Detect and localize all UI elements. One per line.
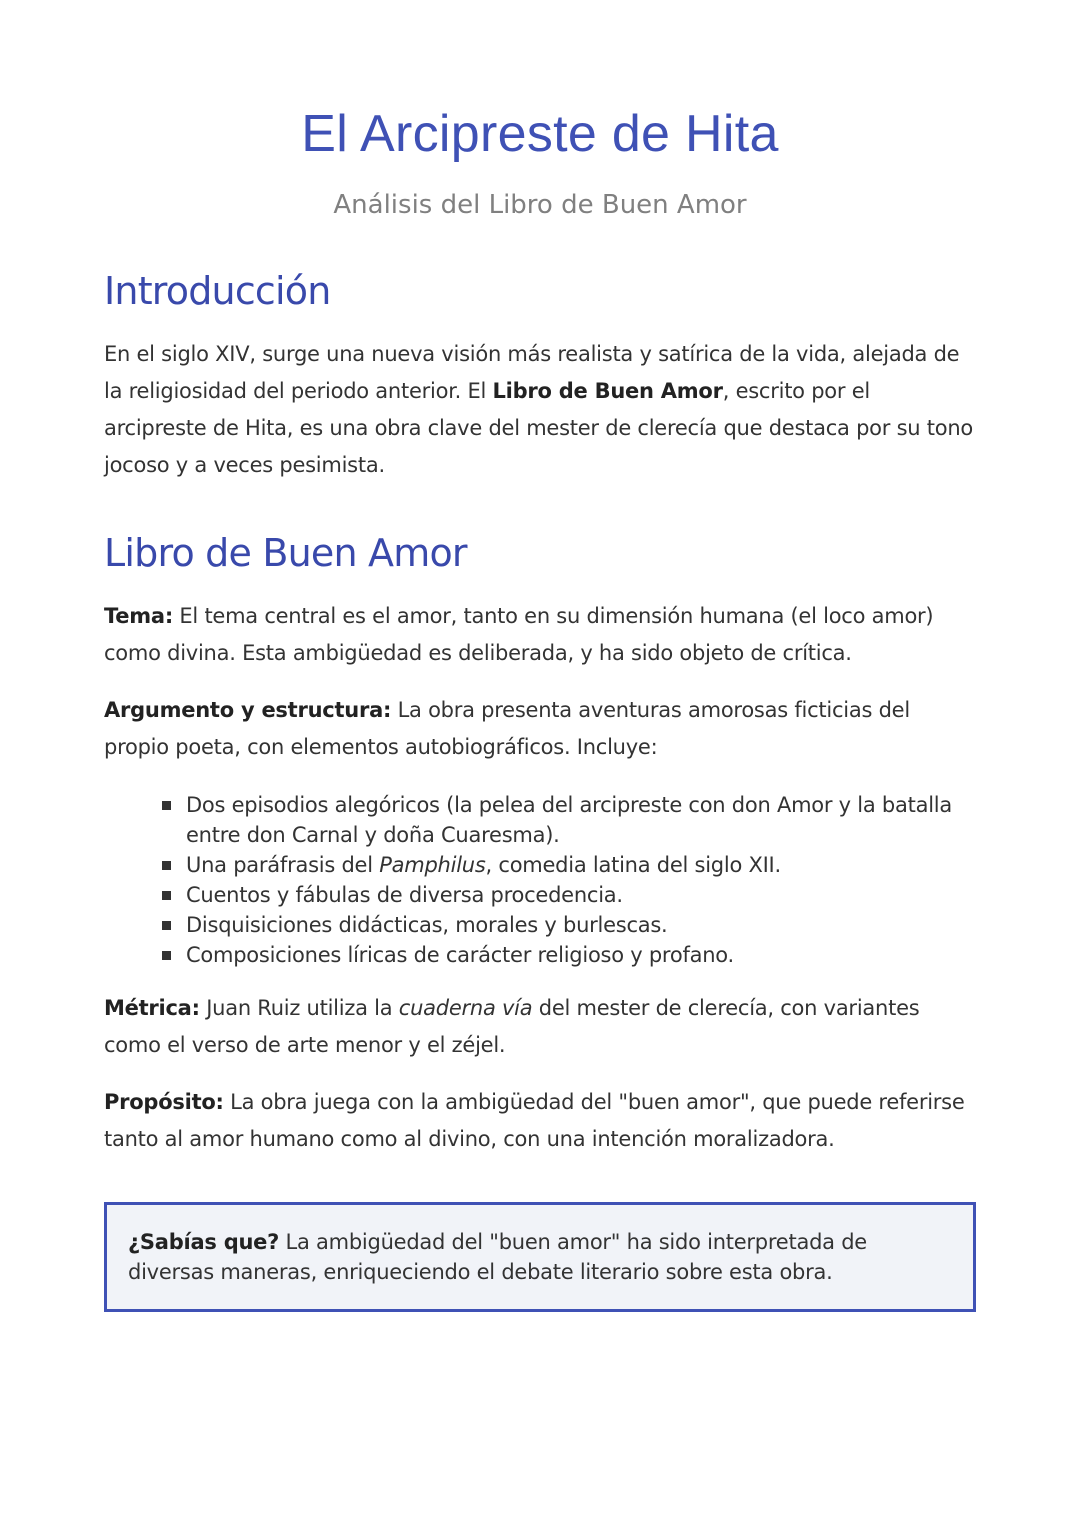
intro-text-before: En el siglo XIV, surge una nueva visión más realista y satírica de la vida, alejada de la religiosidad del periodo anterior. El <box>104 342 960 403</box>
callout-text: La ambigüedad del "buen amor" ha sido interpretada de diversas maneras, enriqueciendo el debate literario sobre esta obra. <box>128 1230 867 1284</box>
tema-paragraph <box>104 598 976 672</box>
argumento-label: Argumento y estructura: <box>104 698 392 722</box>
heading-libro-buen-amor: Libro de Buen Amor <box>104 531 467 575</box>
callout-label: ¿Sabías que? <box>128 1230 280 1254</box>
tema-label: Tema: <box>104 604 173 628</box>
argumento-text: La obra presenta aventuras amorosas ficticias del propio poeta, con elementos autobiográficos. Incluye: <box>104 698 910 759</box>
proposito-label: Propósito: <box>104 1090 224 1114</box>
list-item: Una paráfrasis del Pamphilus, comedia latina del siglo XII. <box>186 850 976 880</box>
metrica-label: Métrica: <box>104 996 200 1020</box>
list-item: Composiciones líricas de carácter religioso y profano. <box>186 940 976 970</box>
pamphilus-italic: Pamphilus <box>379 853 486 877</box>
square-bullet-icon <box>162 921 171 930</box>
document-subtitle: Análisis del Libro de Buen Amor <box>333 190 747 220</box>
square-bullet-icon <box>162 861 171 870</box>
proposito-text: La obra juega con la ambigüedad del "buen amor", que puede referirse tanto al amor humano como al divino, con una intención moralizadora. <box>104 1090 965 1151</box>
list-item: Dos episodios alegóricos (la pelea del arcipreste con don Amor y la batalla entre don Carnal y doña Cuaresma). <box>186 790 976 850</box>
document-title: El Arcipreste de Hita <box>301 105 779 163</box>
square-bullet-icon <box>162 951 171 960</box>
intro-bold-title: Libro de Buen Amor <box>492 379 723 403</box>
intro-paragraph <box>104 336 976 484</box>
cuaderna-via-italic: cuaderna vía <box>398 996 533 1020</box>
argumento-paragraph <box>104 692 976 766</box>
heading-introduccion: Introducción <box>104 269 331 313</box>
list-item: Disquisiciones didácticas, morales y burlescas. <box>186 910 976 940</box>
square-bullet-icon <box>162 801 171 810</box>
metrica-paragraph: Métrica: Juan Ruiz utiliza la cuaderna vía del mester de clerecía, con variantes como el verso de arte menor y el zéjel. <box>104 996 920 1057</box>
did-you-know-callout <box>104 1202 976 1312</box>
intro-text-after: , escrito por el arcipreste de Hita, es una obra clave del mester de clerecía que destaca por su tono jocoso y a veces pesimista. <box>104 379 973 477</box>
contents-list <box>104 790 976 970</box>
tema-text: El tema central es el amor, tanto en su dimensión humana (el loco amor) como divina. Esta ambigüedad es deliberada, y ha sido objeto de crítica. <box>104 604 934 665</box>
proposito-paragraph <box>104 1084 976 1158</box>
list-item: Cuentos y fábulas de diversa procedencia. <box>186 880 976 910</box>
square-bullet-icon <box>162 891 171 900</box>
